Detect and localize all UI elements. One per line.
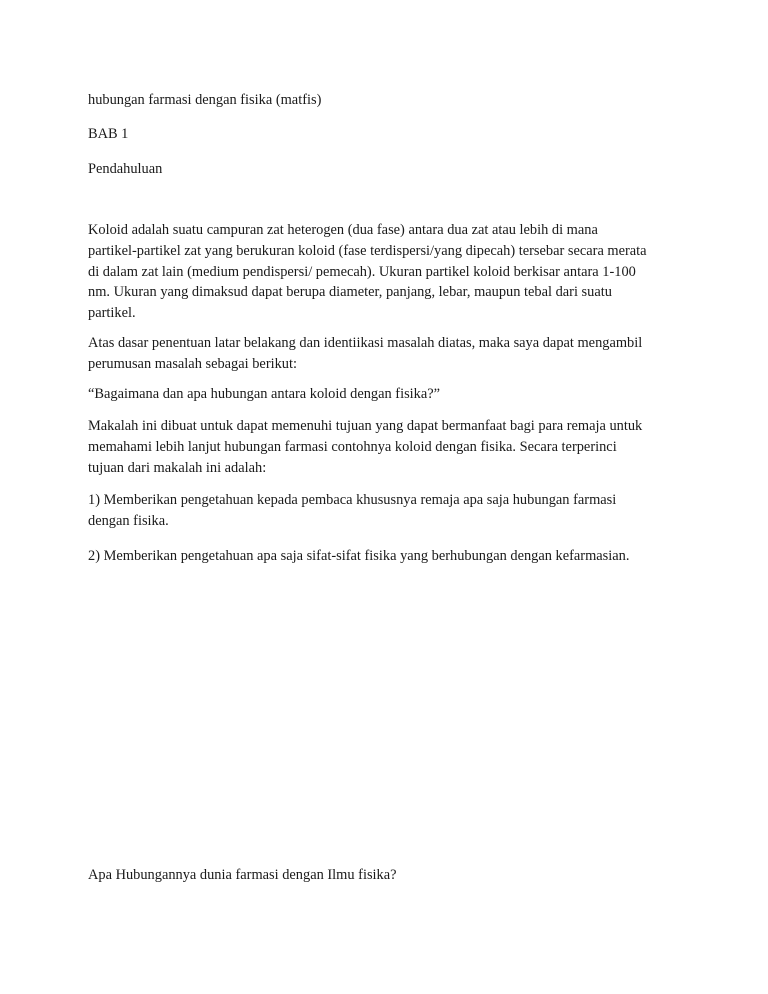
paragraph-line: nm. Ukuran yang dimaksud dapat berupa diameter, panjang, lebar, maupun tebal dari suatu [88,284,612,301]
list-item-2 [88,546,688,567]
paragraph-line: Makalah ini dibuat untuk dapat memenuhi tujuan yang dapat bermanfaat bagi para remaja untuk [88,418,643,434]
footer-question: Apa Hubungannya dunia farmasi dengan Ilmu fisika? [88,867,397,883]
paragraph-line: tujuan dari makalah ini adalah: [88,459,267,476]
paragraph-line: memahami lebih lanjut hubungan farmasi contohnya koloid dengan fisika. Secara terperinci [88,438,617,455]
chapter-heading: BAB 1 [88,126,129,142]
paragraph-purpose [88,416,688,478]
section-heading: Pendahuluan [88,161,163,177]
list-item-1 [88,490,688,532]
paragraph-koloid-definition [88,220,688,324]
paragraph-line: partikel. [88,305,136,322]
paragraph-line: perumusan masalah sebagai berikut: [88,355,297,372]
paragraph-problem-statement [88,333,688,375]
paragraph-line: di dalam zat lain (medium pendispersi/ pemecah). Ukuran partikel koloid berkisar antara 1-100 [88,263,636,280]
list-item-line: 2) Memberikan pengetahuan apa saja sifat-sifat fisika yang berhubungan dengan kefarmasian. [88,548,630,564]
document-header-title: hubungan farmasi dengan fisika (matfis) [88,92,322,108]
list-item-line: 1) Memberikan pengetahuan kepada pembaca khususnya remaja apa saja hubungan farmasi [88,492,617,508]
paragraph-line: Koloid adalah suatu campuran zat heterogen (dua fase) antara dua zat atau lebih di mana [88,222,598,238]
paragraph-line: partikel-partikel zat yang berukuran koloid (fase terdispersi/yang dipecah) tersebar secara merata [88,242,647,259]
list-item-line: dengan fisika. [88,512,169,529]
paragraph-line: Atas dasar penentuan latar belakang dan identiikasi masalah diatas, maka saya dapat mengambil [88,335,643,351]
research-question-quote: “Bagaimana dan apa hubungan antara koloid dengan fisika?” [88,386,441,402]
